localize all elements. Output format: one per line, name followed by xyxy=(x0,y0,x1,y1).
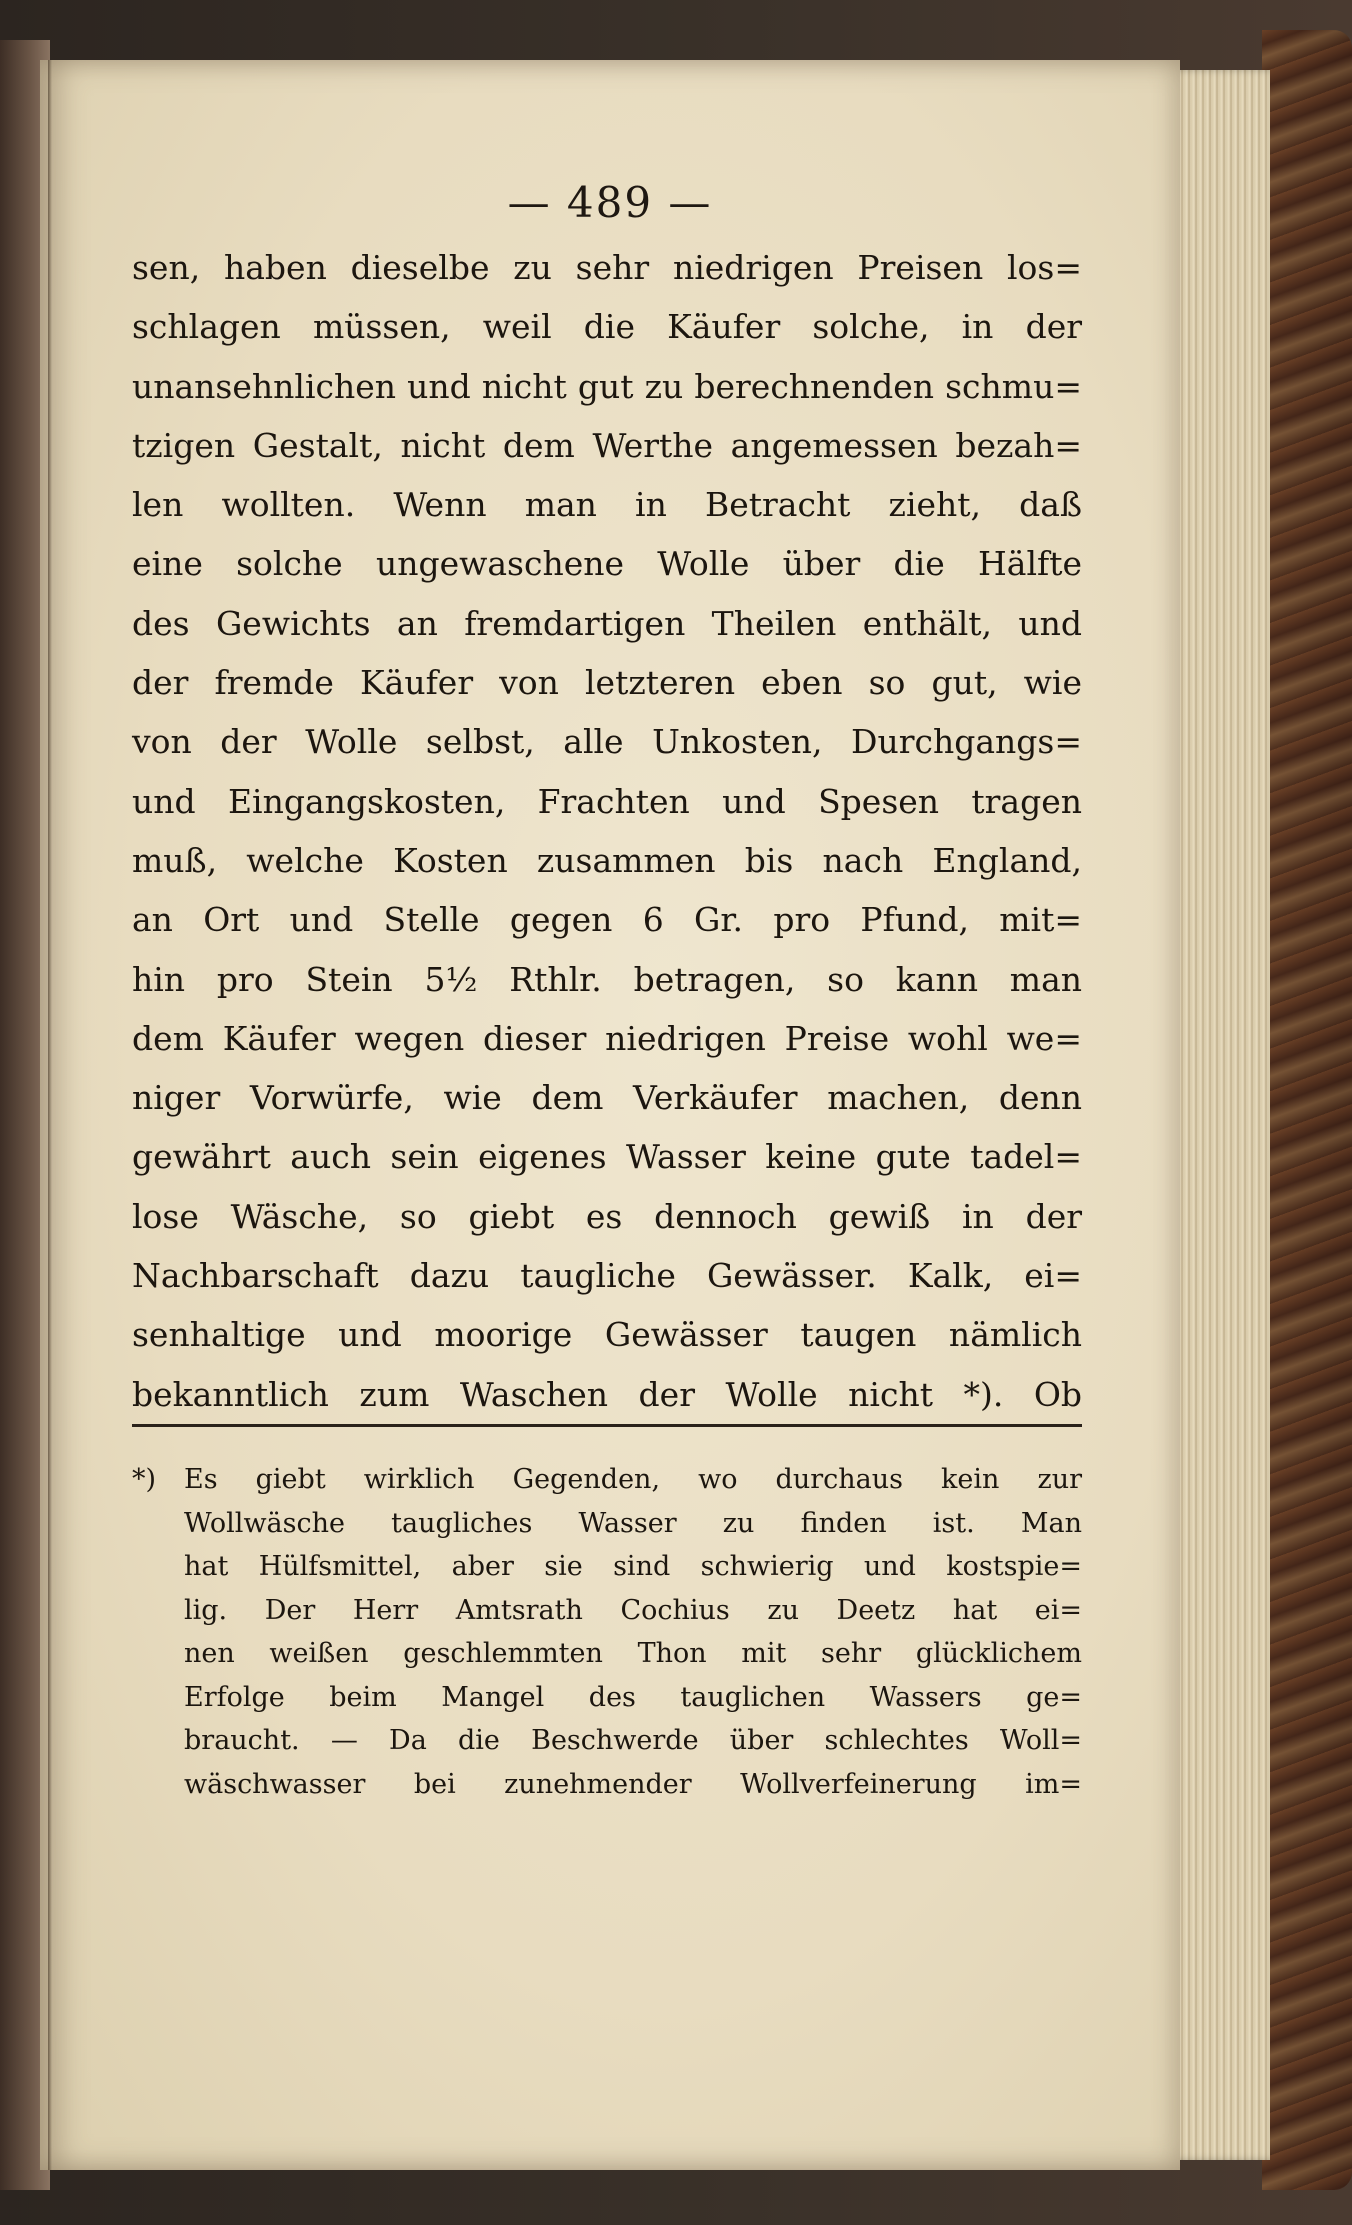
text-line: bekanntlich zum Waschen der Wolle nicht *). Ob xyxy=(132,1374,1082,1414)
footnote-line: nen weißen geschlemmten Thon mit sehr glücklichem xyxy=(184,1638,1082,1669)
text-line: der fremde Käufer von letzteren eben so gut, wie xyxy=(132,663,1082,703)
footnote-line-text: Es giebt wirklich Gegenden, wo durchaus kein zur xyxy=(184,1464,1082,1495)
text-line: an Ort und Stelle gegen 6 Gr. pro Pfund, mit= xyxy=(132,900,1082,940)
footnote-line: braucht. — Da die Beschwerde über schlechtes Woll= xyxy=(184,1725,1082,1756)
text-line: des Gewichts an fremdartigen Theilen enthält, und xyxy=(132,603,1082,643)
footnote-line: hat Hülfsmittel, aber sie sind schwierig und kostspie= xyxy=(184,1551,1082,1582)
text-line: und Eingangskosten, Frachten und Spesen tragen xyxy=(132,781,1082,821)
text-line: sen, haben dieselbe zu sehr niedrigen Preisen los= xyxy=(132,248,1082,287)
text-line: len wollten. Wenn man in Betracht zieht, daß xyxy=(132,485,1082,525)
page-number: — 489 — xyxy=(507,178,713,227)
text-line: lose Wäsche, so giebt es dennoch gewiß in der xyxy=(132,1196,1082,1236)
text-line: tzigen Gestalt, nicht dem Werthe angemessen bezah= xyxy=(132,425,1082,465)
page-gutter xyxy=(48,60,52,2170)
text-line: senhaltige und moorige Gewässer taugen nämlich xyxy=(132,1315,1082,1355)
right-book-cover xyxy=(1262,30,1352,2190)
text-line: eine solche ungewaschene Wolle über die Hälfte xyxy=(132,544,1082,584)
text-line: hin pro Stein 5½ Rthlr. betragen, so kann man xyxy=(132,959,1082,999)
text-line: von der Wolle selbst, alle Unkosten, Durchgangs= xyxy=(132,722,1082,762)
footnote-line: lig. Der Herr Amtsrath Cochius zu Deetz hat ei= xyxy=(184,1594,1082,1626)
text-line: gewährt auch sein eigenes Wasser keine gute tadel= xyxy=(132,1137,1082,1177)
page-edges xyxy=(1170,70,1270,2160)
text-line: Nachbarschaft dazu taugliche Gewässer. Kalk, ei= xyxy=(132,1256,1082,1296)
text-line: dem Käufer wegen dieser niedrigen Preise wohl we= xyxy=(132,1018,1082,1058)
footnote-block xyxy=(132,1458,1082,1806)
footnote-line xyxy=(132,1458,1082,1502)
text-line: schlagen müssen, weil die Käufer solche, in der xyxy=(132,307,1082,347)
footnote-line: Erfolge beim Mangel des tauglichen Wassers ge= xyxy=(184,1681,1082,1713)
footnote-line: Wollwäsche taugliches Wasser zu finden ist. Man xyxy=(184,1507,1082,1539)
footnote-divider xyxy=(132,1424,1082,1427)
text-line: niger Vorwürfe, wie dem Verkäufer machen, denn xyxy=(132,1078,1082,1118)
text-line: unansehnlichen und nicht gut zu berechnenden schmu= xyxy=(132,366,1082,406)
book-page xyxy=(40,60,1180,2170)
footnote-line: wäschwasser bei zunehmender Wollverfeinerung im= xyxy=(184,1768,1082,1800)
main-text-block xyxy=(132,238,1082,1424)
text-line: muß, welche Kosten zusammen bis nach England, xyxy=(132,840,1082,880)
footnote-marker: *) xyxy=(132,1464,157,1495)
